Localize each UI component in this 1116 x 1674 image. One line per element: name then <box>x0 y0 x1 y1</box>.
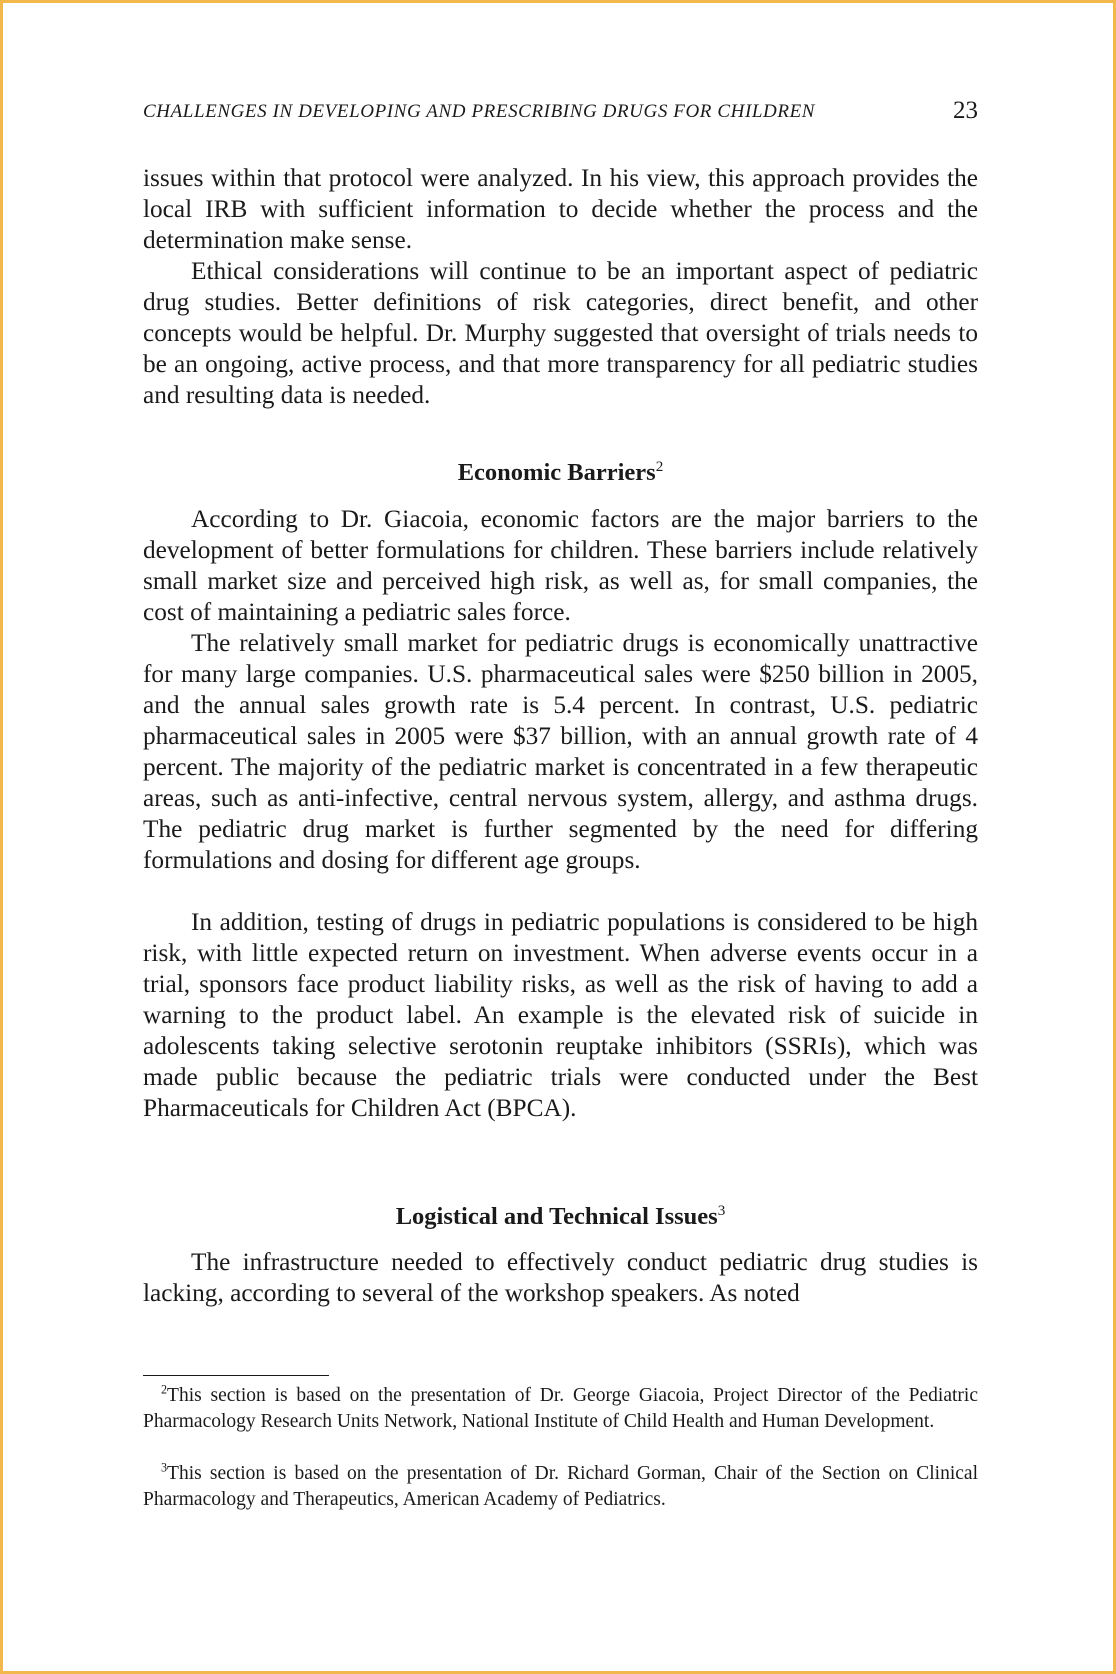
running-head-title: CHALLENGES IN DEVELOPING AND PRESCRIBING DRUGS FOR CHILDREN <box>143 101 816 122</box>
running-head <box>143 99 978 129</box>
footnote-ref-2: 2 <box>655 457 664 475</box>
footnote-separator <box>143 1375 329 1376</box>
paragraph-infrastructure: The infrastructure needed to effectively conduct pediatric drug studies is lacking, according to several of the workshop speakers. As noted <box>143 1248 978 1307</box>
section-heading-logistical-issues <box>143 1202 978 1232</box>
footnote-mark: 2 <box>161 1382 168 1397</box>
paragraph-high-risk: In addition, testing of drugs in pediatric populations is considered to be high risk, with little expected return on investment. When adverse events occur in a trial, sponsors face product liability risks, as well as the risk of having to add a warning to the product label. An example is the elevated risk of suicide in adolescents taking selective serotonin reuptake inhibitors (SSRIs), which was made public because the pediatric trials were conducted under the Best Pharmaceuticals for Children Act (BPCA). <box>143 908 978 1122</box>
page-number: 23 <box>953 97 978 124</box>
footnote-text: This section is based on the presentation of Dr. Richard Gorman, Chair of the Section on Clinical Pharmacology and Therapeutics, American Academy of Pediatrics. <box>143 1463 978 1510</box>
paragraph-ethical-considerations: Ethical considerations will continue to be an important aspect of pediatric drug studies. Better definitions of risk categories, direct benefit, and other concepts would be helpful. Dr. Murphy suggested that oversight of trials needs to be an ongoing, active process, and that more transparency for all pediatric studies and resulting data is needed. <box>143 257 978 409</box>
footnote-2 <box>143 1383 978 1435</box>
section-heading-economic-barriers <box>143 458 978 488</box>
footnote-mark: 3 <box>161 1460 168 1475</box>
heading-text: Economic Barriers <box>457 459 656 486</box>
footnote-text: This section is based on the presentation of Dr. George Giacoia, Project Director of the Pediatric Pharmacology Research Units Network, National Institute of Child Health and Human Development. <box>143 1385 978 1432</box>
paragraph-continuation: issues within that protocol were analyzed. In his view, this approach provides the local IRB with sufficient information to decide whether the process and the determination make sense. <box>143 164 978 254</box>
footnote-ref-3: 3 <box>717 1201 726 1219</box>
paragraph-economic-factors: According to Dr. Giacoia, economic factors are the major barriers to the development of better formulations for children. These barriers include relatively small market size and perceived high risk, as well as, for small companies, the cost of maintaining a pediatric sales force. <box>143 505 978 626</box>
footnote-3 <box>143 1461 978 1513</box>
paragraph-small-market: The relatively small market for pediatric drugs is economically unattractive for many large companies. U.S. pharmaceutical sales were $250 billion in 2005, and the annual sales growth rate is 5.4 percent. In contrast, U.S. pediatric pharmaceutical sales in 2005 were $37 billion, with an annual growth rate of 4 percent. The majority of the pediatric market is concentrated in a few therapeutic areas, such as anti-infective, central nervous system, allergy, and asthma drugs. The pediatric drug market is further segmented by the need for differing formulations and dosing for different age groups. <box>143 629 978 874</box>
heading-text: Logistical and Technical Issues <box>395 1203 718 1230</box>
